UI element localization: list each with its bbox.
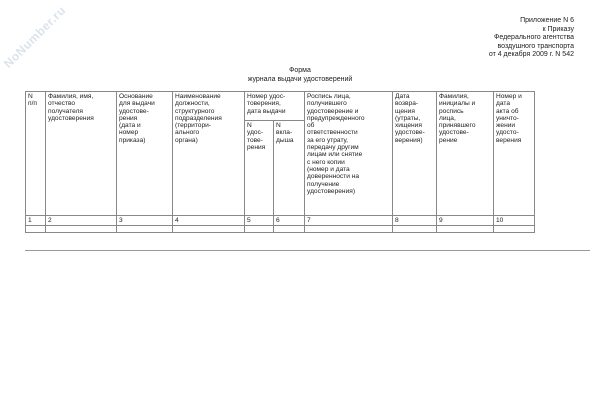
header-cell: N п/п — [26, 92, 46, 216]
header-cell: Наименование должности, структурного подразделения (территори- ального органа) — [173, 92, 245, 216]
header-cell: Номер удос- товерения, дата выдачи — [245, 92, 305, 121]
number-cell: 2 — [46, 216, 117, 226]
watermark: NoNumber.ru — [0, 3, 69, 71]
empty-cell — [117, 226, 173, 233]
empty-row — [26, 226, 535, 233]
empty-cell — [437, 226, 494, 233]
subheader-cell: N удос- тове- рения — [245, 121, 274, 216]
column-number-row — [26, 216, 535, 226]
appendix-note: Приложение N 6 к Приказу Федерального агентства воздушного транспорта от 4 декабря 2009 г. N 542 — [488, 17, 574, 59]
number-cell: 3 — [117, 216, 173, 226]
number-cell: 7 — [305, 216, 393, 226]
subheader-cell: N вкла- дыша — [274, 121, 305, 216]
header-cell: Основание для выдачи удостове- рения (дата и номер приказа) — [117, 92, 173, 216]
number-cell: 8 — [393, 216, 437, 226]
empty-cell — [46, 226, 117, 233]
header-cell: Фамилия, инициалы и роспись лица, принявшего удостове- рение — [437, 92, 494, 216]
empty-cell — [274, 226, 305, 233]
empty-cell — [173, 226, 245, 233]
number-cell: 4 — [173, 216, 245, 226]
journal-table — [25, 91, 535, 233]
empty-cell — [494, 226, 535, 233]
divider — [25, 250, 590, 251]
number-cell: 5 — [245, 216, 274, 226]
empty-cell — [245, 226, 274, 233]
number-cell: 6 — [274, 216, 305, 226]
header-cell: Номер и дата акта об уничто- жении удосто- верения — [494, 92, 535, 216]
header-cell: Роспись лица, получившего удостоверение и предупрежденного об ответственности за его утрату, передачу другим лицам или снятие с него копии (номер и дата доверенности на получение удостоверения) — [305, 92, 393, 216]
empty-cell — [393, 226, 437, 233]
empty-cell — [26, 226, 46, 233]
number-cell: 9 — [437, 216, 494, 226]
number-cell: 1 — [26, 216, 46, 226]
form-title: Форма журнала выдачи удостоверений — [247, 67, 353, 83]
empty-cell — [305, 226, 393, 233]
header-cell: Фамилия, имя, отчество получателя удостоверения — [46, 92, 117, 216]
number-cell: 10 — [494, 216, 535, 226]
header-cell: Дата возвра- щения (утраты, хищения удостове- верения) — [393, 92, 437, 216]
